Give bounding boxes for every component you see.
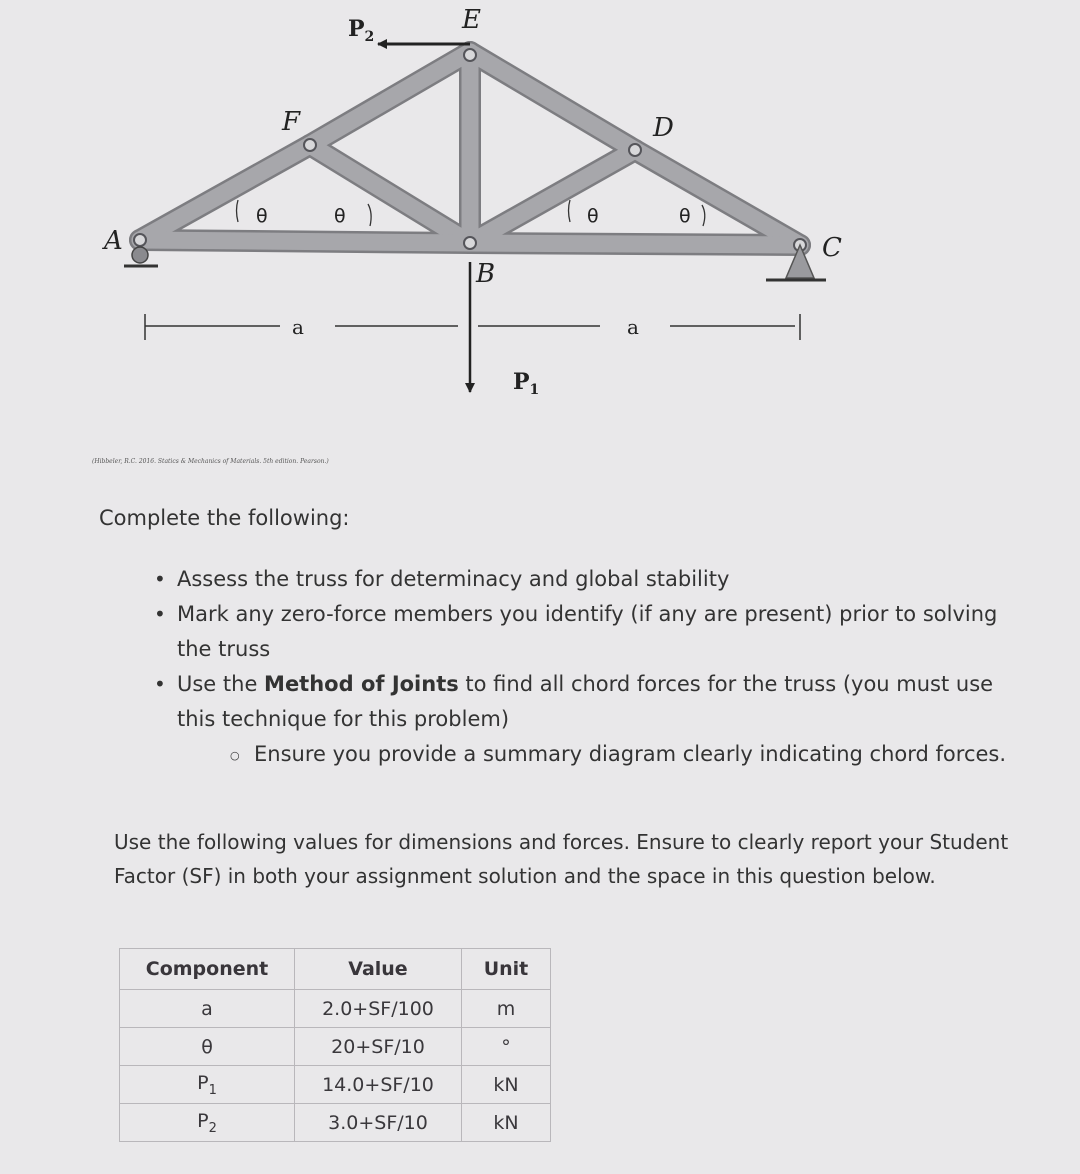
svg-text:P2 <box>348 16 374 45</box>
label-P1-sub: 1 <box>529 382 540 398</box>
task-determinacy: • Assess the truss for determinacy and global stability <box>150 562 1030 597</box>
pin-B <box>464 237 476 249</box>
label-B: B <box>476 259 496 289</box>
table-header-row <box>120 949 551 990</box>
label-E: E <box>462 5 481 35</box>
pin-F <box>304 139 316 151</box>
task-summary-diagram: ○ Ensure you provide a summary diagram clearly indicating chord forces. <box>228 737 1030 772</box>
task-method-of-joints: • Use the Method of Joints to find all chord forces for the truss (you must use this technique for this problem) <box>150 667 1030 737</box>
method-of-joints-emphasis: Method of Joints <box>264 672 459 696</box>
label-F: F <box>282 107 301 137</box>
unit-cell: m <box>462 990 551 1028</box>
pin-E <box>464 49 476 61</box>
label-P2: P <box>348 16 365 42</box>
theta-1: θ <box>256 205 268 227</box>
table-row <box>120 990 551 1028</box>
figure-citation: (Hibbeler, R.C. 2016. Statics & Mechanics of Materials. 5th edition. Pearson.) <box>92 458 329 465</box>
values-instructions: Use the following values for dimensions and forces. Ensure to clearly report your Student Factor (SF) in both your assignment solution and the space in this question below. <box>114 830 1009 888</box>
instructions-heading: Complete the following: <box>99 506 350 530</box>
values-table <box>119 948 551 1142</box>
header-component: Component <box>120 949 295 990</box>
table-row <box>120 1028 551 1066</box>
dim-label-left-a: a <box>292 315 304 339</box>
table-row <box>120 1066 551 1104</box>
header-value: Value <box>295 949 462 990</box>
value-cell: 2.0+SF/100 <box>295 990 462 1028</box>
theta-4: θ <box>679 205 691 227</box>
unit-cell: kN <box>462 1066 551 1104</box>
theta-2: θ <box>334 205 346 227</box>
svg-text:P1 <box>513 369 539 398</box>
unit-cell: ° <box>462 1028 551 1066</box>
task-zero-force: • Mark any zero-force members you identify (if any are present) prior to solving the truss <box>150 597 1030 667</box>
dim-label-right-a: a <box>627 315 639 339</box>
component-cell: $P_2$ <box>120 1104 295 1142</box>
label-D: D <box>653 113 674 143</box>
task-list <box>150 562 1030 772</box>
truss-figure <box>0 0 1080 480</box>
label-P1: P <box>513 369 530 395</box>
component-cell: $P_1$ <box>120 1066 295 1104</box>
pin-D <box>629 144 641 156</box>
value-cell: 20+SF/10 <box>295 1028 462 1066</box>
label-P2-sub: 2 <box>364 29 375 45</box>
header-unit: Unit <box>462 949 551 990</box>
value-cell: 14.0+SF/10 <box>295 1066 462 1104</box>
label-A: A <box>104 226 123 256</box>
table-row <box>120 1104 551 1142</box>
component-cell: θ <box>120 1028 295 1066</box>
pin-A <box>134 234 146 246</box>
value-cell: 3.0+SF/10 <box>295 1104 462 1142</box>
theta-3: θ <box>587 205 599 227</box>
unit-cell: kN <box>462 1104 551 1142</box>
component-cell: a <box>120 990 295 1028</box>
label-C: C <box>822 233 842 263</box>
